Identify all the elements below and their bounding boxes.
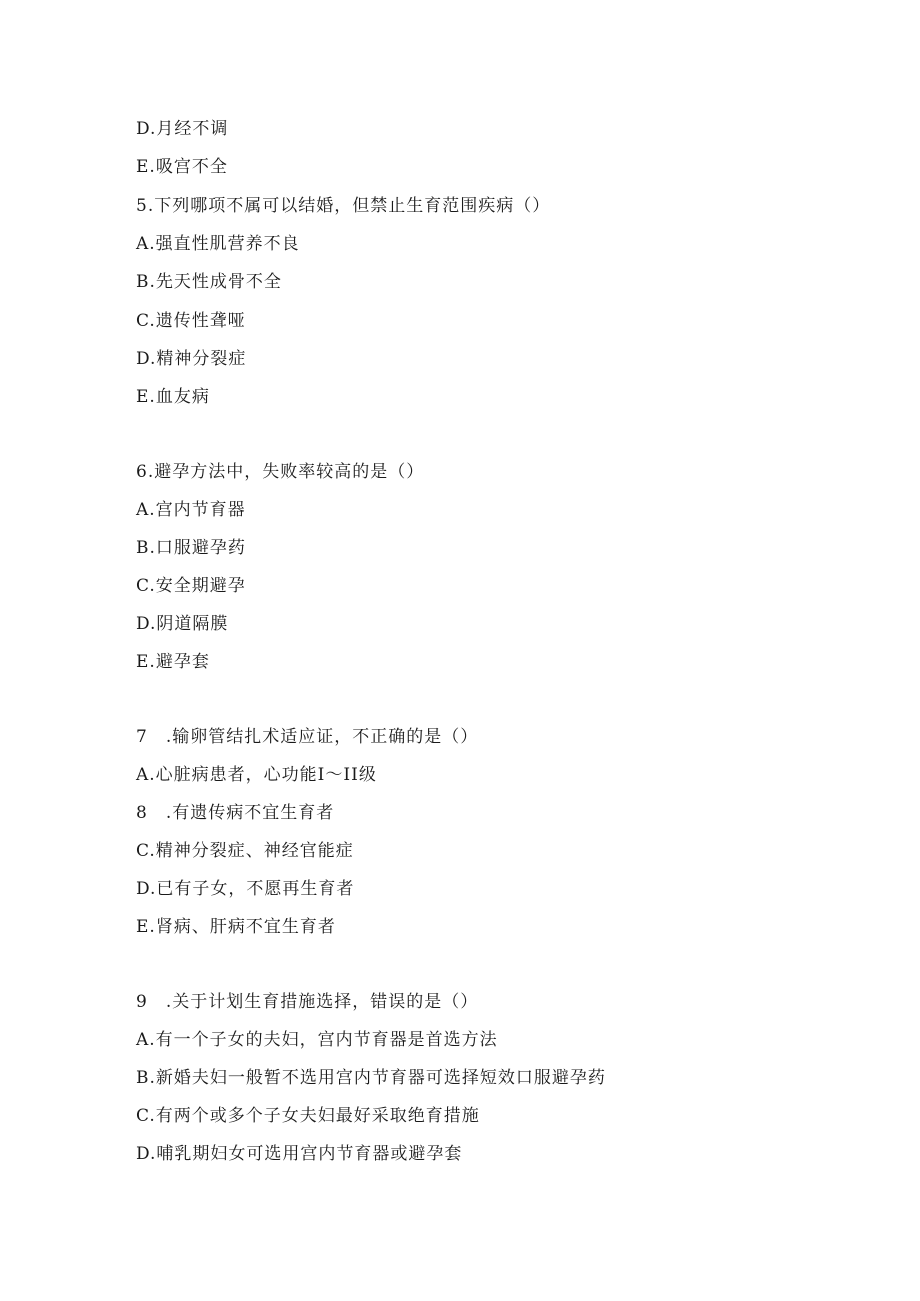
option-d-q5: D.精神分裂症: [136, 349, 247, 369]
item-8: 8 .有遗传病不宜生育者: [136, 803, 335, 823]
question-6: 6.避孕方法中，失败率较高的是（）: [136, 462, 425, 482]
option-e-q6: E.避孕套: [136, 652, 210, 672]
option-c-q6: C.安全期避孕: [136, 576, 246, 596]
question-5: 5.下列哪项不属可以结婚，但禁止生育范围疾病（）: [136, 196, 551, 216]
option-c-q9: C.有两个或多个子女夫妇最好采取绝育措施: [136, 1106, 480, 1126]
option-a-q7: A.心脏病患者，心功能I～II级: [136, 765, 377, 785]
option-a-q6: A.宫内节育器: [136, 500, 246, 520]
option-c-q7: C.精神分裂症、神经官能症: [136, 841, 354, 861]
option-b-q9: B.新婚夫妇一般暂不选用宫内节育器可选择短效口服避孕药: [136, 1068, 606, 1088]
option-b-q5: B.先天性成骨不全: [136, 272, 282, 292]
question-9: 9 .关于计划生育措施选择，错误的是（）: [136, 992, 479, 1012]
option-d-q7: D.已有子女，不愿再生育者: [136, 879, 355, 899]
question-7: 7 .输卵管结扎术适应证，不正确的是（）: [136, 727, 479, 747]
option-a-q9: A.有一个子女的夫妇，宫内节育器是首选方法: [136, 1030, 498, 1050]
option-d-q9: D.哺乳期妇女可选用宫内节育器或避孕套: [136, 1144, 463, 1164]
option-d-q4: D.月经不调: [136, 119, 229, 139]
option-e-q5: E.血友病: [136, 387, 210, 407]
option-d-q6: D.阴道隔膜: [136, 614, 229, 634]
option-e-q4: E.吸宫不全: [136, 157, 228, 177]
option-a-q5: A.强直性肌营养不良: [136, 234, 300, 254]
option-c-q5: C.遗传性聋哑: [136, 311, 246, 331]
option-b-q6: B.口服避孕药: [136, 538, 246, 558]
option-e-q7: E.肾病、肝病不宜生育者: [136, 917, 336, 937]
